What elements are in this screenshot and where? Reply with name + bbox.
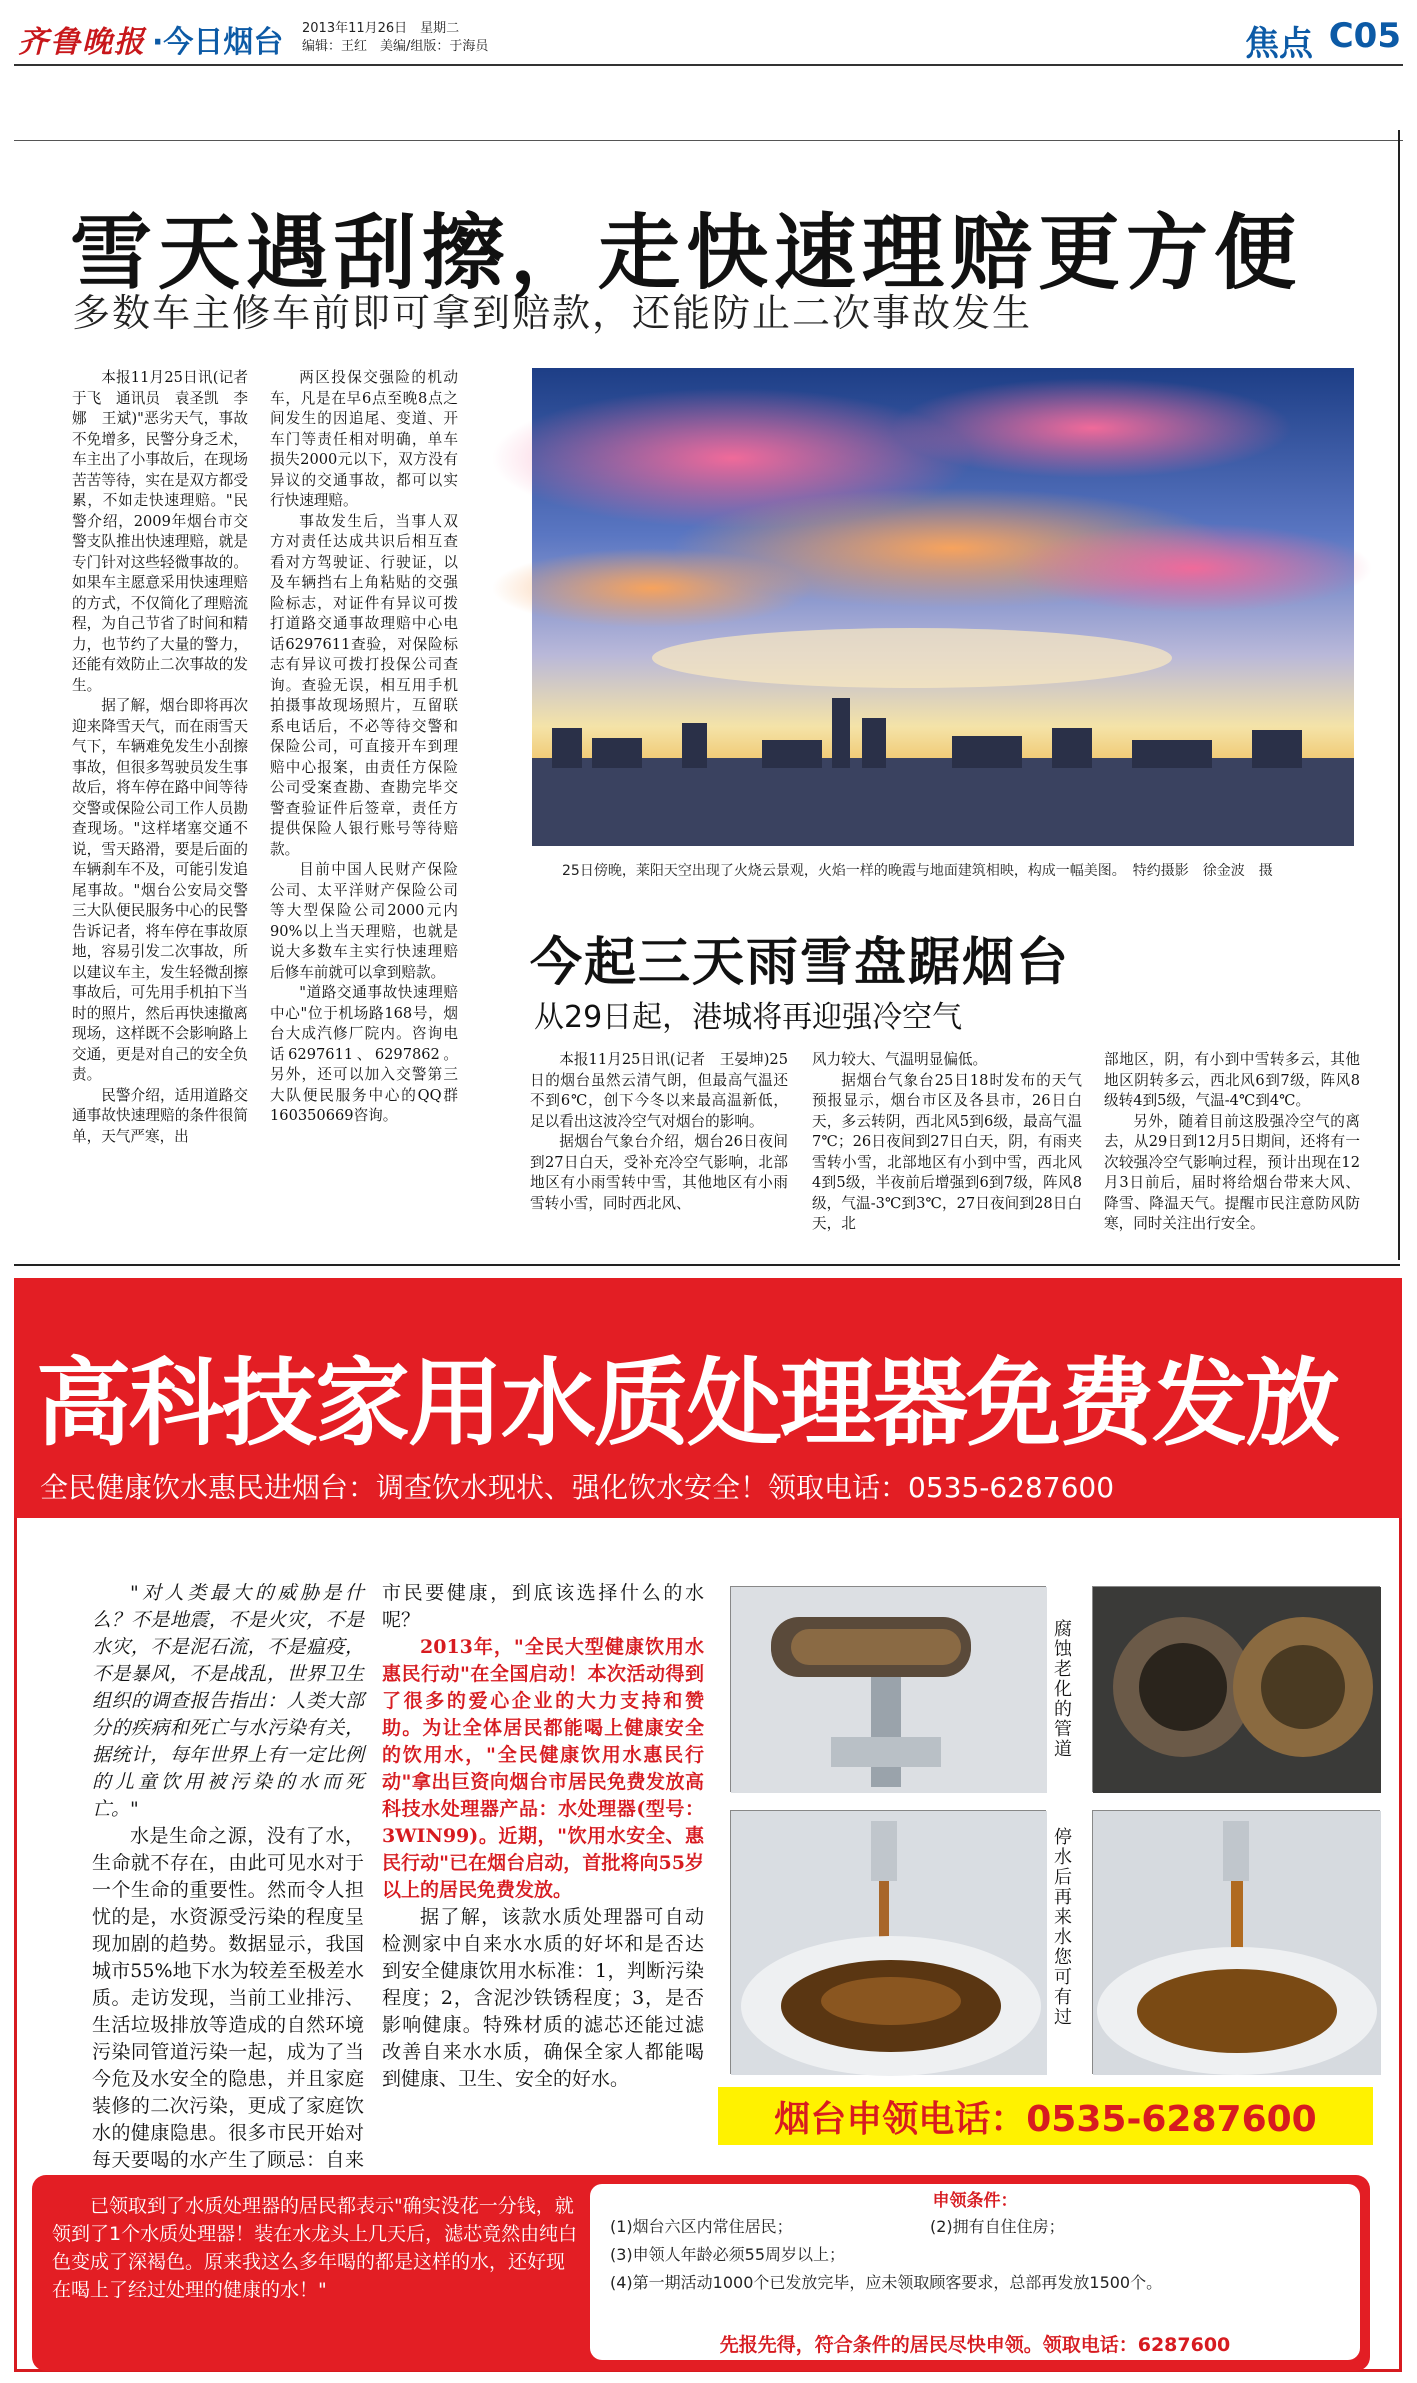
ad-column-1 [92, 1580, 364, 2171]
paragraph: 据烟台气象台介绍，烟台26日夜间到27日白天，受补充冷空气影响，北部地区有小雨雪转中雪，其他地区有小雨雪转小雪，同时西北风、 [530, 1133, 788, 1212]
condition-item: (1)烟台六区内常住居民； [610, 2217, 793, 2236]
testimonial-text [52, 2192, 582, 2304]
page-number: C05 [1328, 16, 1401, 56]
sunset-photo-image [532, 368, 1354, 846]
page-section-label: 焦点 [1245, 24, 1313, 64]
ad-column-2 [382, 1580, 704, 2140]
article2-subhead: 从29日起，港城将再迎强冷空气 [534, 1000, 963, 1035]
ad-subtitle: 全民健康饮水惠民进烟台：调查饮水现状、强化饮水安全！领取电话：0535-6287600 [40, 1471, 1115, 1504]
section-divider [14, 1264, 1400, 1266]
paragraph: 据了解，该款水质处理器可自动检测家中自来水水质的好坏和是否达到安全健康饮用水标准：1，判断污染程度；2，含泥沙铁锈程度；3，是否影响健康。特殊材质的滤芯还能过滤改善自来水水质，确保全家人都能喝到健康、卫生、安全的好水。 [382, 1906, 704, 2090]
paragraph: 水是生命之源，没有了水，生命就不存在，由此可见水对于一个生命的重要性。然而令人担忧的是，水资源受污染的程度呈现加剧的趋势。数据显示，我国城市55%地下水为较差至极差水质。走访发现，当前工业排污、生活垃圾排放等造成的自然环境污染同管道污染一起，成为了当今危及水安全的隐患，并且家庭装修的二次污染，更成了家庭饮水的健康隐患。很多市民开始对每天要喝的水产生了顾忌：自来 [92, 1825, 364, 2171]
paragraph: 风力较大、气温明显偏低。 [812, 1051, 988, 1068]
testimonial-paragraph: 已领取到了水质处理器的居民都表示"确实没花一分钱，就领到了1个水质处理器！装在水龙头上几天后，滤芯竟然由纯白色变成了深褐色。原来我这么多年喝的都是这样的水，还好现在喝上了经过处理的健康的水！" [52, 2195, 578, 2301]
section-title: ·今日烟台 [152, 25, 284, 60]
condition-item: (4)第一期活动1000个已发放完毕，应未领取顾客要求，总部再发放1500个。 [610, 2273, 1163, 2292]
paragraph: 本报11月25日讯(记者 王晏坤)25日的烟台虽然云清气朗，但最高气温还不到6℃，创下今冬以来最高温新低，足以看出这波冷空气对烟台的影响。 [530, 1051, 788, 1130]
paragraph: 市民要健康，到底该选择什么的水呢？ [382, 1582, 704, 1631]
pipe-caption: 腐蚀老化的管道 [1054, 1619, 1072, 1760]
pipe-photo-2 [1092, 1586, 1380, 1792]
paragraph: 据了解，烟台即将再次迎来降雪天气，而在雨雪天气下，车辆难免发生小刮擦事故，但很多驾驶员发生事故后，将车停在路中间等待交警或保险公司工作人员勘查现场。"这样堵塞交通不说，雪天路滑，要是后面的车辆刹车不及，可能引发追尾事故。"烟台公安局交警三大队便民服务中心的民警告诉记者，将车停在事故原地，容易引发二次事故，所以建议车主，发生轻微刮擦事故后，可先用手机拍下当时的照片，然后再快速撤离现场，这样既不会影响路上交通，更是对自己的安全负责。 [72, 697, 248, 1083]
paragraph: 目前中国人民财产保险公司、太平洋财产保险公司等大型保险公司2000元内90%以上当天理赔，也就是说大多数车主实行快速理赔后修车前就可以拿到赔款。 [270, 861, 458, 981]
article1-column-1 [72, 368, 263, 1268]
issue-meta [302, 20, 488, 56]
article2-column-1 [530, 1050, 788, 1255]
article-subhead: 多数车主修车前即可拿到赔款，还能防止二次事故发生 [72, 291, 1033, 335]
sink-photo-1 [730, 1810, 1046, 2074]
paragraph: 事故发生后，当事人双方对责任达成共识后相互查看对方驾驶证、行驶证，以及车辆挡右上角粘贴的交强险标志，对证件有异议可拨打道路交通事故理赔中心电话6297611查验，对保险标志有异议可拨打投保公司查询。查验无误，相互用手机拍摄事故现场照片，互留联系电话后，不必等待交警和保险公司，可直接开车到理赔中心报案，由责任方保险公司受案查勘、查勘完毕交警查验证件后签章，责任方提供保险人银行账号等待赔款。 [270, 512, 458, 858]
photo-caption: 25日傍晚，莱阳天空出现了火烧云景观，火焰一样的晚霞与地面建筑相映，构成一幅美图。 特约摄影 徐金波 摄 [562, 863, 1273, 879]
condition-item: (2)拥有自住住房； [930, 2217, 1065, 2236]
article2-headline: 今起三天雨雪盘踞烟台 [530, 933, 1071, 993]
conditions-footer: 先报先得，符合条件的居民尽快申领。领取电话：6287600 [719, 2334, 1231, 2356]
paragraph: "道路交通事故快速理赔中心"位于机场路168号，烟台大成汽修厂院内。咨询电话6297611、6297862。另外，还可以加入交警第三大队便民服务中心的QQ群160350669咨询。 [270, 984, 458, 1124]
pipe-photo-1 [730, 1586, 1046, 1792]
article-headline: 雪天遇刮擦，走快速理赔更方便 [70, 206, 1303, 301]
ad-highlight-paragraph: 2013年，"全民大型健康饮用水惠民行动"在全国启动！本次活动得到了很多的爱心企业的大力支持和赞助。为让全体居民都能喝上健康安全的饮用水，"全民健康饮用水惠民行动"拿出巨资向烟台市居民免费发放高科技水处理器产品：水处理器(型号：3WIN99)。近期，"饮用水安全、惠民行动"已在烟台启动，首批将向55岁以上的居民免费发放。 [382, 1636, 704, 1901]
apply-phone-banner: 烟台申领电话：0535-6287600 [718, 2087, 1373, 2145]
paragraph: 民警介绍，适用道路交通事故快速理赔的条件很简单，天气严寒，出 [72, 1086, 248, 1145]
newspaper-logo: 齐鲁晚报 [18, 25, 146, 60]
paragraph: 另外，随着目前这股强冷空气的离去，从29日到12月5日期间，还将有一次较强冷空气影响过程，预计出现在12月3日前后，届时将给烟台带来大风、降雪、降温天气。提醒市民注意防风防寒，同时关注出行安全。 [1104, 1112, 1360, 1232]
article1-column-2 [270, 368, 458, 1258]
article2-column-3 [1104, 1050, 1360, 1255]
sink-photo-2 [1092, 1810, 1380, 2074]
conditions-title: 申领条件： [932, 2191, 1018, 2211]
condition-item: (3)申领人年龄必须55周岁以上； [610, 2245, 846, 2264]
paragraph: 据烟台气象台25日18时发布的天气预报显示，烟台市区及各县市，26日白天，多云转阴，西北风5到6级，最高气温7℃；26日夜间到27日白天，阴，有雨夹雪转小雪，北部地区有小到中雪，西北风4到5级，半夜前后增强到6到7级，阵风8级，气温-3℃到3℃，27日夜间到28日白天，北 [812, 1071, 1082, 1232]
masthead [18, 18, 283, 60]
right-border-rule [1398, 130, 1400, 1260]
header-divider [14, 64, 1403, 66]
ad-quote-paragraph: "对人类最大的威胁是什么？不是地震，不是火灾，不是水灾，不是泥石流，不是瘟疫，不是暴风，不是战乱，世界卫生组织的调查报告指出：人类大部分的疾病和死亡与水污染有关，据统计，每年世界上有一定比例的儿童饮用被污染的水而死亡。" [92, 1582, 364, 1820]
paragraph: 部地区，阴，有小到中雪转多云，其他地区阴转多云，西北风6到7级，阵风8级转4到5级，气温-4℃到4℃。 [1104, 1051, 1360, 1109]
water-caption: 停水后再来水您可有过 [1054, 1827, 1072, 2028]
ad-title: 高科技家用水质处理器免费发放 [36, 1349, 1339, 1459]
paragraph: 两区投保交强险的机动车，凡是在早6点至晚8点之间发生的因追尾、变道、开车门等责任相对明确，单车损失2000元以下，双方没有异议的交通事故，都可以实行快速理赔。 [270, 369, 458, 509]
editors-line: 编辑：王红 美编/组版：于海员 [302, 39, 489, 54]
issue-date: 2013年11月26日 星期二 [302, 21, 460, 36]
paragraph: 本报11月25日讯(记者 于飞 通讯员 袁圣凯 李娜 王斌)"恶劣天气，事故不免增多，民警分身乏术，车主出了小事故后，在现场苦苦等待，实在是双方都受累，不如走快速理赔。"民警介绍，2009年烟台市交警支队推出快速理赔，就是专门针对这些轻微事故的。如果车主愿意采用快速理赔的方式，不仅简化了理赔流程，为自己节省了时间和精力，也节约了大量的警力，还能有效防止二次事故的发生。 [72, 369, 263, 694]
sunset-cloud-photo [532, 368, 1354, 846]
top-rule [14, 140, 1403, 141]
article2-column-2 [812, 1050, 1082, 1255]
